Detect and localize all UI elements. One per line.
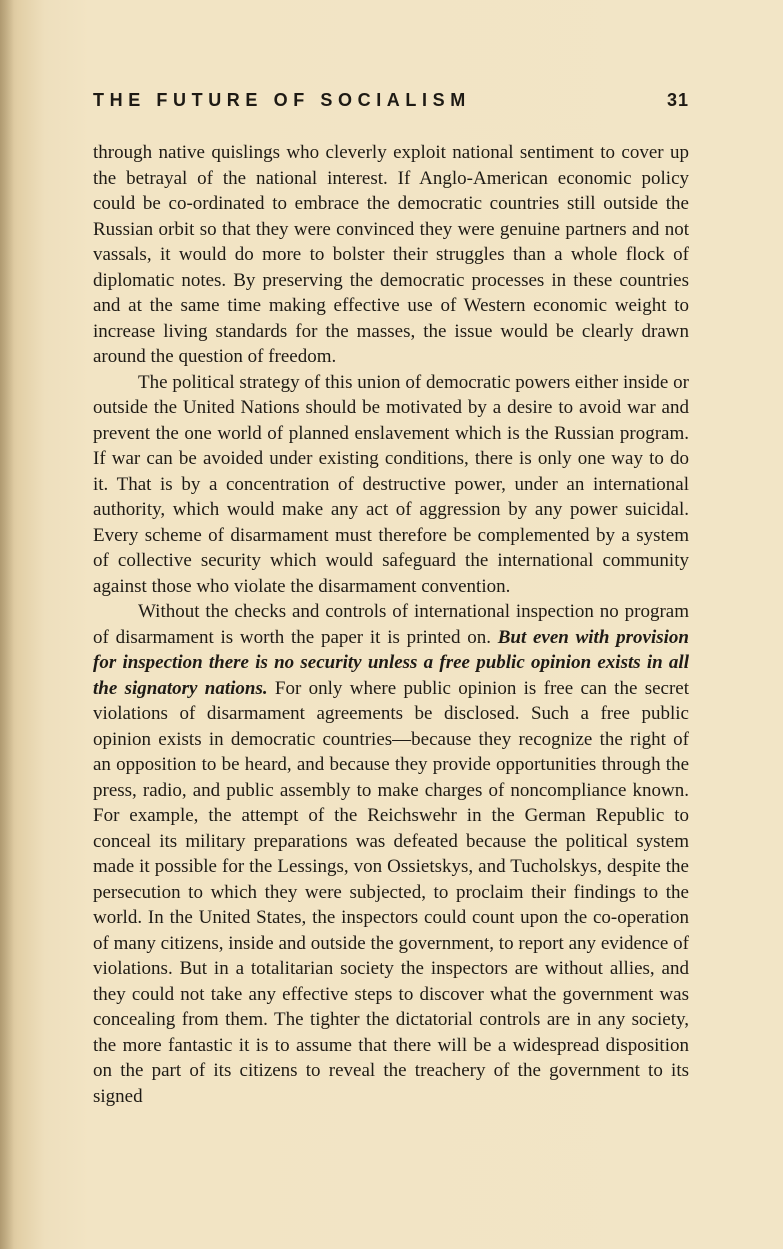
paragraph-3-intro: Without the checks and controls of international inspection no program of disarmament is worth the paper it is printed on. [93,601,689,648]
spine-shadow [0,0,14,1249]
page-number: 31 [666,90,689,110]
emphasized-sentence: But even with provision for inspection there is no security unless a free public opinion exists in all the signatory nations. [93,626,689,699]
paragraph-3 [93,599,689,1109]
body-text [93,140,689,1109]
paragraph-3-rest: For only where public opinion is free can the secret violations of disarmament agreements be disclosed. Such a free public opinion exists in democratic countries—because they recognize the right of an opposition to be heard, and because they provide opportunities through the press, radio, and public assembly to make charges of noncompliance known. For example, the attempt of the Reichswehr in the German Republic to conceal its military preparations was defeated because the political system made it possible for the Lessings, von Ossietskys, and Tucholskys, despite the persecution to which they were subjected, to proclaim their findings to the world. In the United States, the inspectors could count upon the co-operation of many citizens, inside and outside the government, to report any evidence of violations. But in a totalitarian society the inspectors are without allies, and they could not take any effective steps to discover what the government was concealing from them. The tighter the dictatorial controls are in any society, the more fantastic it is to assume that there will be a widespread disposition on the part of its citizens to reveal the treachery of the government to its signed [93,677,689,1107]
paragraph-2: The political strategy of this union of democratic powers either inside or outside the United Nations should be motivated by a desire to avoid war and prevent the one world of planned enslavement which is the Russian program. If war can be avoided under existing conditions, there is only one way to do it. That is by a concentration of destructive power, under an international authority, which would make any act of aggression by any power suicidal. Every scheme of disarmament must therefore be complemented by a system of collective security which would safeguard the international community against those who violate the disarmament convention. [93,371,689,597]
page-header [93,90,689,114]
paragraph-1: through native quislings who cleverly exploit national sentiment to cover up the betrayal of the national interest. If Anglo-American economic policy could be co-ordinated to embrace the democratic countries still outside the Russian orbit so that they were convinced they were genuine partners and not vassals, it would do more to bolster their struggles than a whole flock of diplomatic notes. By preserving the democratic processes in these countries and at the same time making effective use of Western economic weight to increase living standards for the masses, the issue would be clearly drawn around the question of freedom. [93,142,689,367]
running-title: THE FUTURE OF SOCIALISM [93,90,471,110]
